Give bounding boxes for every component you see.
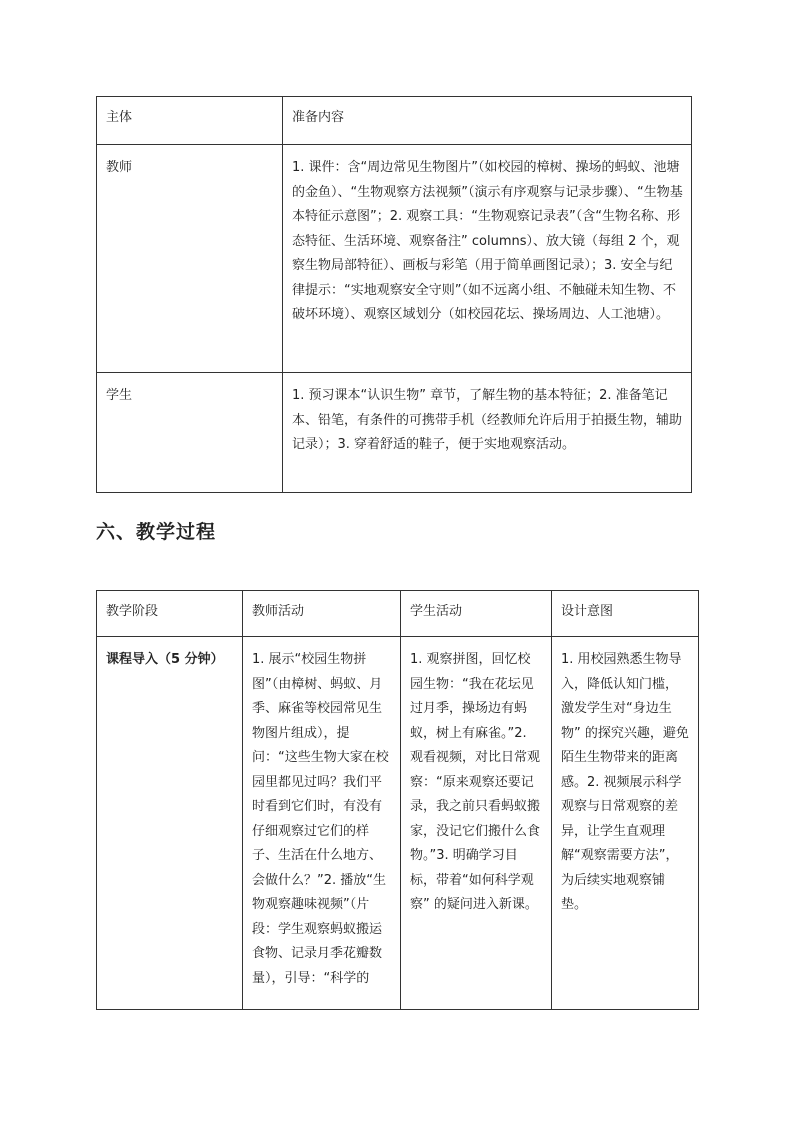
header-cell-content: 准备内容: [283, 97, 692, 145]
content-cell: 1. 课件：含“周边常见生物图片”（如校园的樟树、操场的蚂蚁、池塘的金鱼）、“生物观察方法视频”（演示有序观察与记录步骤）、“生物基本特征示意图”；2. 观察工具：“生物观察记录表”（含“生物名称、形态特征、生活环境、观察备注” columns）、放大镜（每组 2 个，观察生物局部特征）、画板与彩笔（用于简单画图记录）；3. 安全与纪律提示：“实地观察安全守则”（如不远离小组、不触碰未知生物、不破坏环境）、观察区域划分（如校园花坛、操场周边、人工池塘）。: [283, 145, 692, 373]
subject-cell: 学生: [97, 373, 283, 493]
student-activity-cell: 1. 观察拼图，回忆校园生物：“我在花坛见过月季，操场边有蚂蚁，树上有麻雀。”2. 观看视频，对比日常观察：“原来观察还要记录，我之前只看蚂蚁搬家，没记它们搬什么食物。”3. 明确学习目标，带着“如何科学观察” 的疑问进入新课。: [401, 637, 552, 1010]
teacher-activity-cell: 1. 展示“校园生物拼图”（由樟树、蚂蚁、月季、麻雀等校园常见生物图片组成），提问：“这些生物大家在校园里都见过吗？我们平时看到它们时，有没有仔细观察过它们的样子、生活在什么地方、会做什么？”2. 播放“生物观察趣味视频”（片段：学生观察蚂蚁搬运食物、记录月季花瓣数量），引导：“科学的: [243, 637, 401, 1010]
subject-cell: 教师: [97, 145, 283, 373]
table-header-row: [97, 97, 692, 145]
content-cell: 1. 预习课本“认识生物” 章节，了解生物的基本特征；2. 准备笔记本、铅笔，有条件的可携带手机（经教师允许后用于拍摄生物，辅助记录）；3. 穿着舒适的鞋子，便于实地观察活动。: [283, 373, 692, 493]
table-row: [97, 145, 692, 373]
header-cell-student-activity: 学生活动: [401, 591, 552, 637]
preparation-table: [96, 96, 692, 493]
design-intent-cell: 1. 用校园熟悉生物导入，降低认知门槛，激发学生对“身边生物” 的探究兴趣，避免陌生生物带来的距离感。2. 视频展示科学观察与日常观察的差异，让学生直观理解“观察需要方法”，为后续实地观察铺垫。: [552, 637, 699, 1010]
section-heading: 六、教学过程: [96, 521, 217, 543]
header-cell-subject: 主体: [97, 97, 283, 145]
stage-cell: 课程导入（5 分钟）: [97, 637, 243, 1010]
table-row: [97, 637, 699, 1010]
header-cell-design-intent: 设计意图: [552, 591, 699, 637]
header-cell-teacher-activity: 教师活动: [243, 591, 401, 637]
teaching-process-table: [96, 590, 699, 1010]
header-cell-stage: 教学阶段: [97, 591, 243, 637]
table-header-row: [97, 591, 699, 637]
table-row: [97, 373, 692, 493]
